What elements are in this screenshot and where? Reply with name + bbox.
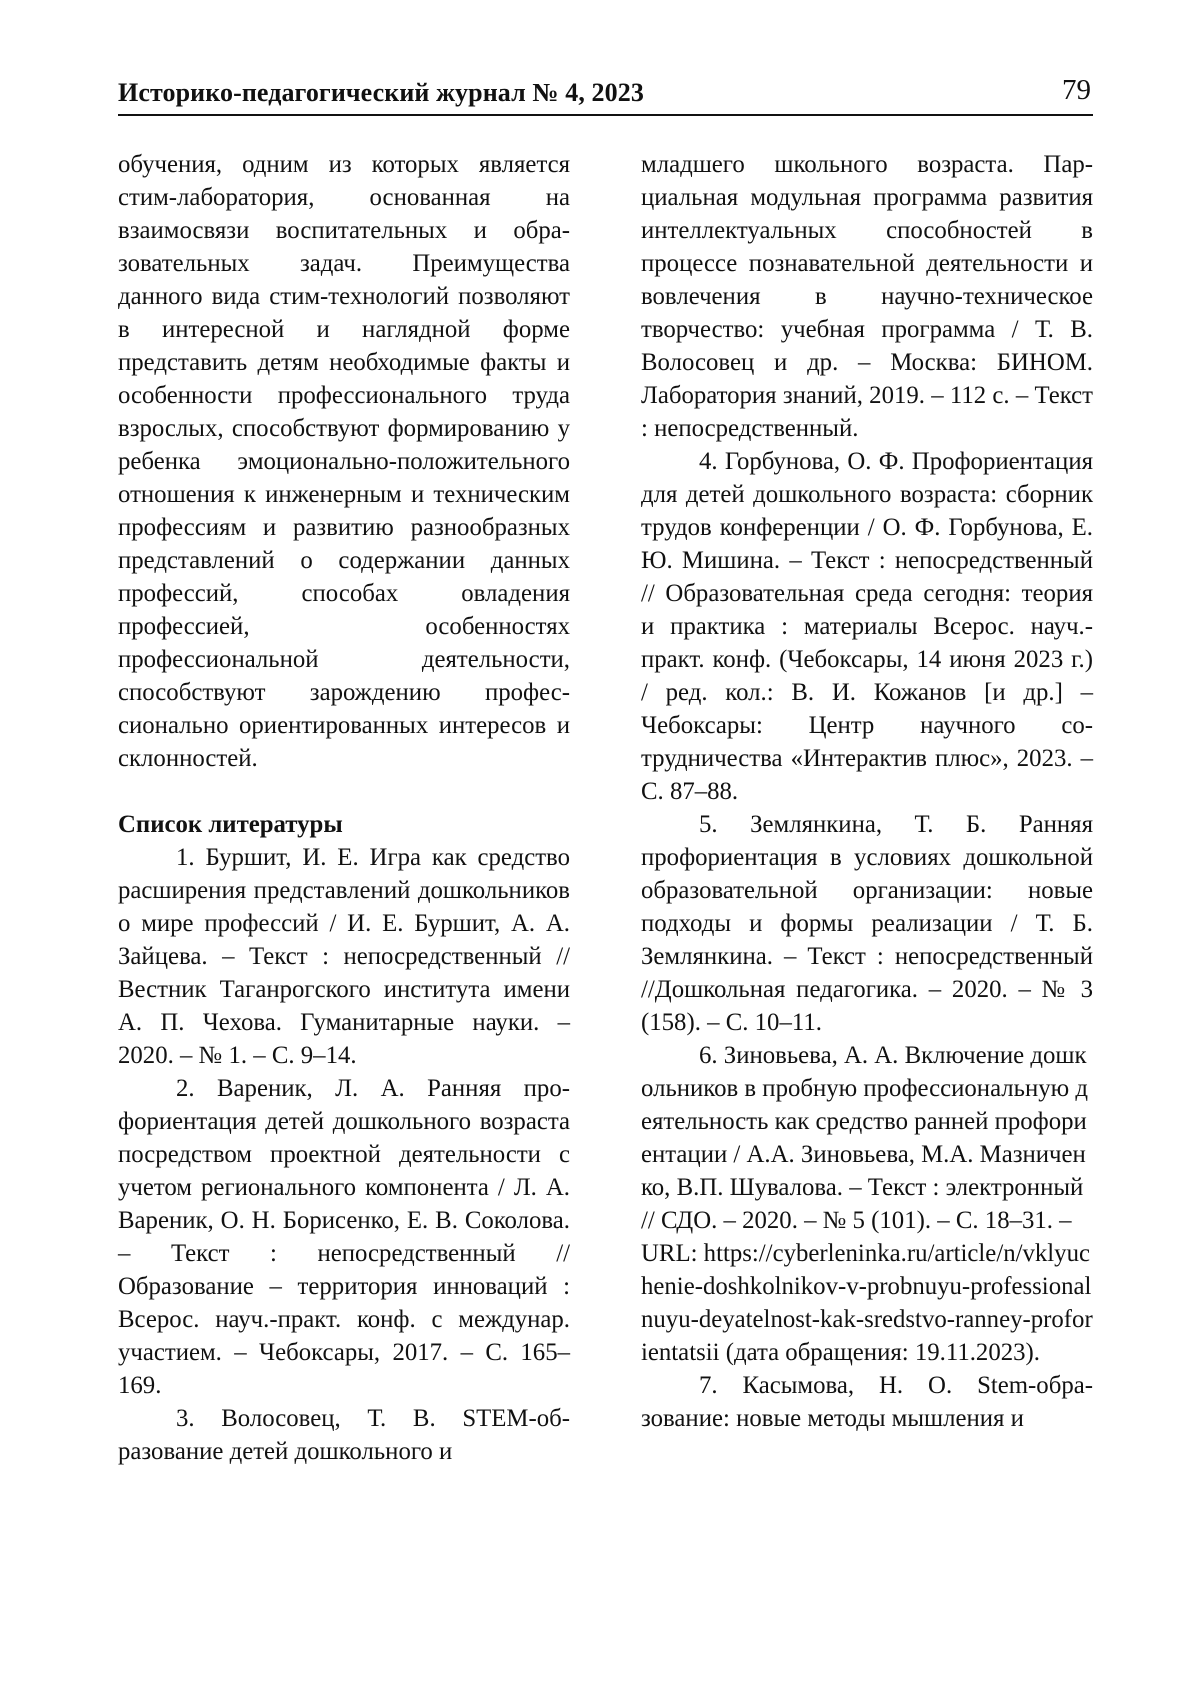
reference-item-7: 7. Касымова, Н. О. Stem-образование: новые методы мышления и	[641, 1372, 1093, 1432]
reference-item-4: 4. Горбунова, О. Ф. Профориентация для детей дошкольного возраста: сборник трудов конференции / О. Ф. Горбунова, Е. Ю. Мишина. – Текст : непосредственный // Образовательная среда сегодня: теория и практика : материалы Всерос. науч.-практ. конф. (Чебоксары, 14 июня 2023 г.) / ред. кол.: В. И. Кожанов [и др.] – Чебоксары: Центр научного сотрудничества «Интерактив плюс», 2023. – С. 87–88.	[641, 448, 1093, 805]
page-number: 79	[1062, 74, 1091, 106]
reference-3-continuation: младшего школьного возраста. Парциальная модульная программа развития интеллектуальных способностей в процессе познавательной деятельности и вовлечения в научно-техническое творчество: учебная программа / Т. В. Волосовец и др. – Москва: БИНОМ. Лаборатория знаний, 2019. – 112 с. – Текст : непосредственный.	[641, 151, 1093, 442]
body-paragraph: обучения, одним из которых является стим-лаборатория, основанная на взаимосвязи воспитательных и образовательных задач. Преимущества данного вида стим-технологий позволяют в интересной и наглядной форме представить детям необходимые факты и особенности профессионального труда взрослых, способствуют формированию у ребенка эмоционально-положительного отношения к инженерным и техническим профессиям и развитию разнообразных представлений о содержании данных профессий, способах овладения профессией, особенностях профессиональной деятельности, способствуют зарождению профессионально ориентированных интересов и склонностей.	[118, 151, 570, 772]
journal-title: Историко-педагогический журнал № 4, 2023	[118, 78, 644, 107]
left-column	[118, 148, 570, 1468]
reference-item-6: 6. Зиновьева, А. А. Включение дошкольников в пробную профессиональную деятельность как средство ранней профориентации / А.А. Зиновьева, М.А. Мазниченко, В.П. Шувалова. – Текст : электронный // СДО. – 2020. – № 5 (101). – С. 18–31. – URL: https://cyberleninka.ru/article/n/vklyuchenie-doshkolnikov-v-probnuyu-professionalnuyu-deyatelnost-kak-sredstvo-ranney-proforientatsii (дата обращения: 19.11.2023).	[641, 1042, 1093, 1366]
reference-item-5: 5. Землянкина, Т. Б. Ранняя профориентация в условиях дошкольной образовательной организации: новые подходы и формы реализации / Т. Б. Землянкина. – Текст : непосредственный //Дошкольная педагогика. – 2020. – № 3 (158). – С. 10–11.	[641, 811, 1093, 1036]
reference-item-2: 2. Вареник, Л. А. Ранняя профориентация детей дошкольного возраста посредством проектной деятельности с учетом регионального компонента / Л. А. Вареник, О. Н. Борисенко, Е. В. Соколова. – Текст : непосредственный // Образование – территория инноваций : Всерос. науч.-практ. конф. с междунар. участием. – Чебоксары, 2017. – С. 165–169.	[118, 1075, 570, 1399]
reference-item-3: 3. Волосовец, Т. В. STEM-образование детей дошкольного и	[118, 1405, 570, 1465]
reference-item-1: 1. Буршит, И. Е. Игра как средство расширения представлений дошкольников о мире профессий / И. Е. Буршит, А. А. Зайцева. – Текст : непосредственный // Вестник Таганрогского института имени А. П. Чехова. Гуманитарные науки. – 2020. – № 1. – С. 9–14.	[118, 844, 570, 1069]
right-column	[641, 148, 1093, 1435]
page-header	[118, 74, 1093, 116]
references-heading: Список литературы	[118, 811, 343, 838]
